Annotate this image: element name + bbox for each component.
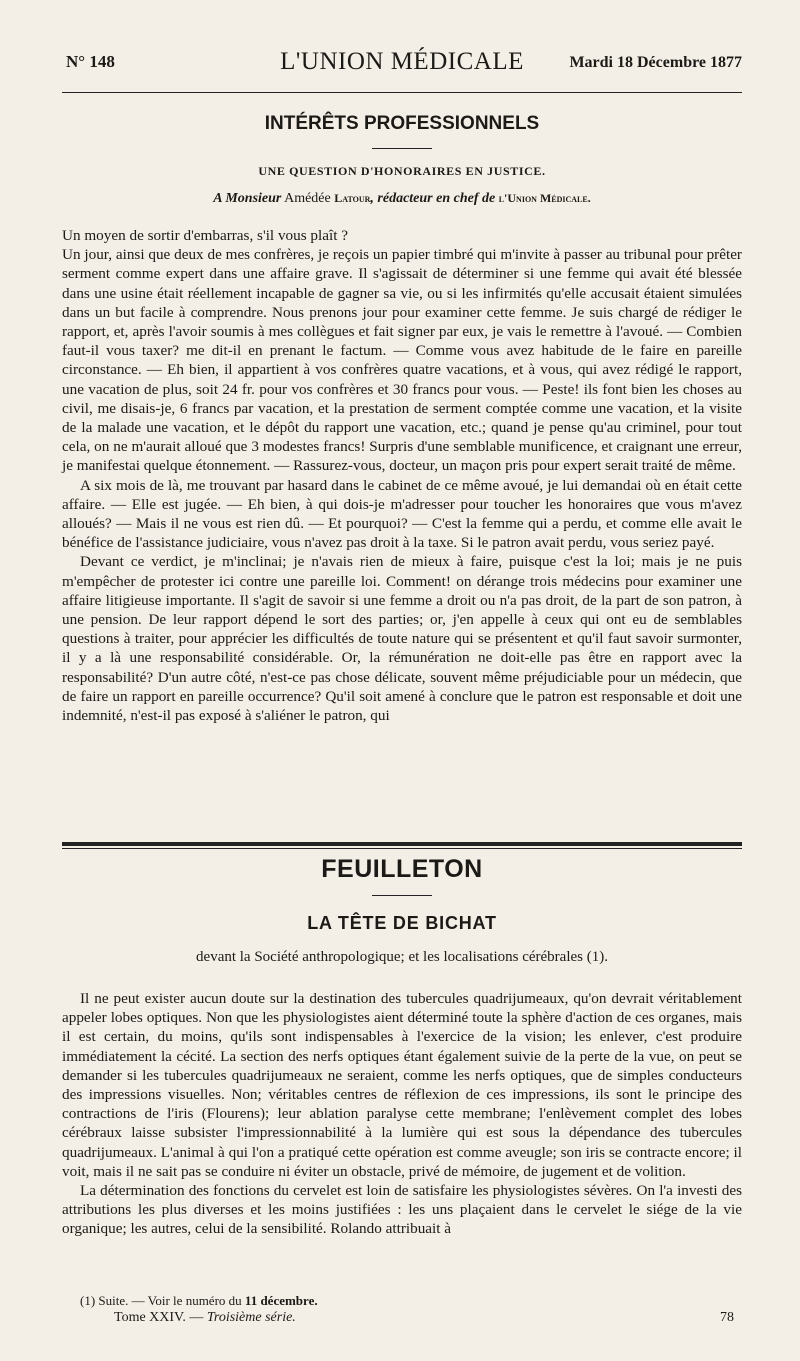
paragraph: Il ne peut exister aucun doute sur la destination des tubercules quadrijumeaux, qu'on devrait véritablement appeler lobes optiques. Non que les physiologistes aient déterminé toute la sphère d'action de ces organes, mais il est certain, du moins, qu'ils sont indispensables à l'exercice de la vision; les enlever, c'est produire immédiatement la cécité. La section des nerfs optiques étant également suivie de la perte de la vue, on peut se demander si les tubercules quadrijumeaux ne seraient, comme les nerfs optiques, que de simples conducteurs des impressions visuelles. Non; véritables centres de réflexion de ces impressions, ils sont le principe des contractions de l'iris (Flourens); leur ablation paralyse cette membrane; l'enlèvement complet des lobes cérébraux laisse subsister l'impressionnabilité à la lumière qui est sous la dépendance des tubercules quadrijumeaux. L'animal à qui l'on a pratiqué cette opération est comme aveugle; son iris se contracte encore; il voit, mais il ne sait pas se conduire ni éviter un obstacle, privé de mémoire, de jugement et de volition.: [62, 990, 742, 1180]
journal-title: L'UNION MÉDICALE: [280, 48, 524, 75]
series-label: Troisième série.: [206, 1310, 296, 1325]
paragraph: La détermination des fonctions du cervelet est loin de satisfaire les physiologistes sévères. On l'a investi des attributions les plus diverses et les moins justifiées : les uns plaçaient dans le cervelet le siége de la vie organique; les autres, celui de la sensibilité. Rolando attribuait à: [62, 1182, 742, 1238]
dedication: [62, 191, 742, 207]
paragraph: Un jour, ainsi que deux de mes confrères, je reçois un papier timbré qui m'invite à passer au tribunal pour prêter serment comme expert dans une affaire grave. Il s'agissait de déterminer si une femme qui avait été blessée dans une usine était réellement incapable de gagner sa vie, ou si les infirmités qu'elle accusait étaient simulées dans un but facile à comprendre. Nous prenons jour pour examiner cette femme. Je suis chargé de rédiger le rapport, et, après l'avoir soumis à mes collègues et fait signer par eux, je vais le remettre à l'avoué. — Combien faut-il vous taxer? me dit-il en prenant le factum. — Comme vous avez habitude de le faire en pareille circonstance. — Eh bien, il appartient à vos confrères quatre vacations, et à vous, qui avez rédigé le rapport, une vacation de plus, soit 24 fr. pour vos confrères et 30 francs pour vous. — Peste! ils font bien les choses au civil, me disais-je, 6 francs par vacation, et la prestation de serment comptée comme une vacation, et la visite de la malade une vacation, et le dépôt du rapport une vacation, etc.; quand je pense qu'au criminel, pour tout cela, on ne m'aurait alloué que 3 modestes francs! Surpris d'une semblable munificence, et craignant une erreur, je manifestai quelque étonnement. — Rassurez-vous, docteur, un maçon pris pour expert serait traité de même.: [62, 246, 742, 475]
footnote-date: 11 décembre.: [244, 1293, 318, 1308]
header-rule: [62, 92, 742, 93]
feuilleton-rule-thin: [62, 848, 742, 849]
paragraph: Un moyen de sortir d'embarras, s'il vous plaît ?: [62, 227, 348, 244]
feuilleton-body: [62, 989, 742, 1239]
dedication-role: , rédacteur en chef de: [370, 191, 496, 206]
feuilleton-label: FEUILLETON: [321, 855, 483, 883]
feuilleton-rule-thick: [62, 842, 742, 846]
section-title: INTÉRÊTS PROFESSIONNELS: [264, 113, 540, 134]
dedication-firstname: Amédée: [284, 191, 331, 206]
footnote-text: Voir le numéro du: [147, 1293, 242, 1308]
dedication-journal: l'Union Médicale.: [498, 191, 591, 205]
paragraph: Devant ce verdict, je m'inclinai; je n'avais rien de mieux à faire, puisque c'est la loi; mais je ne puis m'empêcher de protester ici contre une pareille loi. Comment! on dérange trois médecins pour examiner une affaire litigieuse importante. Il s'agit de savoir si une femme a droit ou n'a pas droit, de la part de son patron, à une pension. De leur rapport dépend le sort des parties; or, j'en appelle à ceux qui ont eu de semblables questions à traiter, pour apprécier les difficultés de toute nature qui se présentent et qu'il faut savoir surmonter, il y a là une responsabilité considérable. Or, la rémunération ne doit-elle pas être en rapport avec la responsabilité? D'un autre côté, n'est-ce pas chose délicate, souvent même préjudiciable pour un médecin, que de faire un rapport en pareille occurrence? Qu'il soit amené à conclure que le patron est responsable et doit une indemnité, n'est-il pas exposé à s'aliéner le patron, qui: [62, 553, 742, 725]
article-subtitle: devant la Société anthropologique; et les localisations cérébrales (1).: [196, 949, 608, 965]
feuilleton-divider: [372, 895, 432, 896]
volume-label: Tome XXIV. —: [114, 1310, 204, 1325]
article-title: LA TÊTE DE BICHAT: [307, 913, 497, 933]
dedication-lastname: Latour: [334, 191, 371, 205]
running-head: [62, 48, 742, 82]
issue-number: N° 148: [66, 52, 115, 71]
issue-date: Mardi 18 Décembre 1877: [569, 54, 742, 71]
newspaper-page: [62, 0, 742, 1361]
page-number: 78: [720, 1310, 734, 1325]
letter-body: [62, 226, 742, 725]
volume-info: [114, 1310, 296, 1326]
footnote: [80, 1293, 318, 1309]
footnote-marker: (1) Suite. —: [80, 1293, 145, 1308]
section-divider: [372, 148, 432, 149]
article-subheading: UNE QUESTION D'HONORAIRES EN JUSTICE.: [258, 164, 546, 178]
dedication-prefix: A Monsieur: [213, 191, 282, 206]
paragraph: A six mois de là, me trouvant par hasard dans le cabinet de ce même avoué, je lui demandai où en était cette affaire. — Elle est jugée. — Eh bien, à qui dois-je m'adresser pour toucher les honoraires que vous m'avez alloués? — Mais il ne vous est rien dû. — Et pourquoi? — C'est la femme qui a perdu, et comme elle avait le bénéfice de l'assistance judiciaire, vous n'avez pas droit à la taxe. Si le patron avait perdu, vous seriez payé.: [62, 476, 742, 552]
